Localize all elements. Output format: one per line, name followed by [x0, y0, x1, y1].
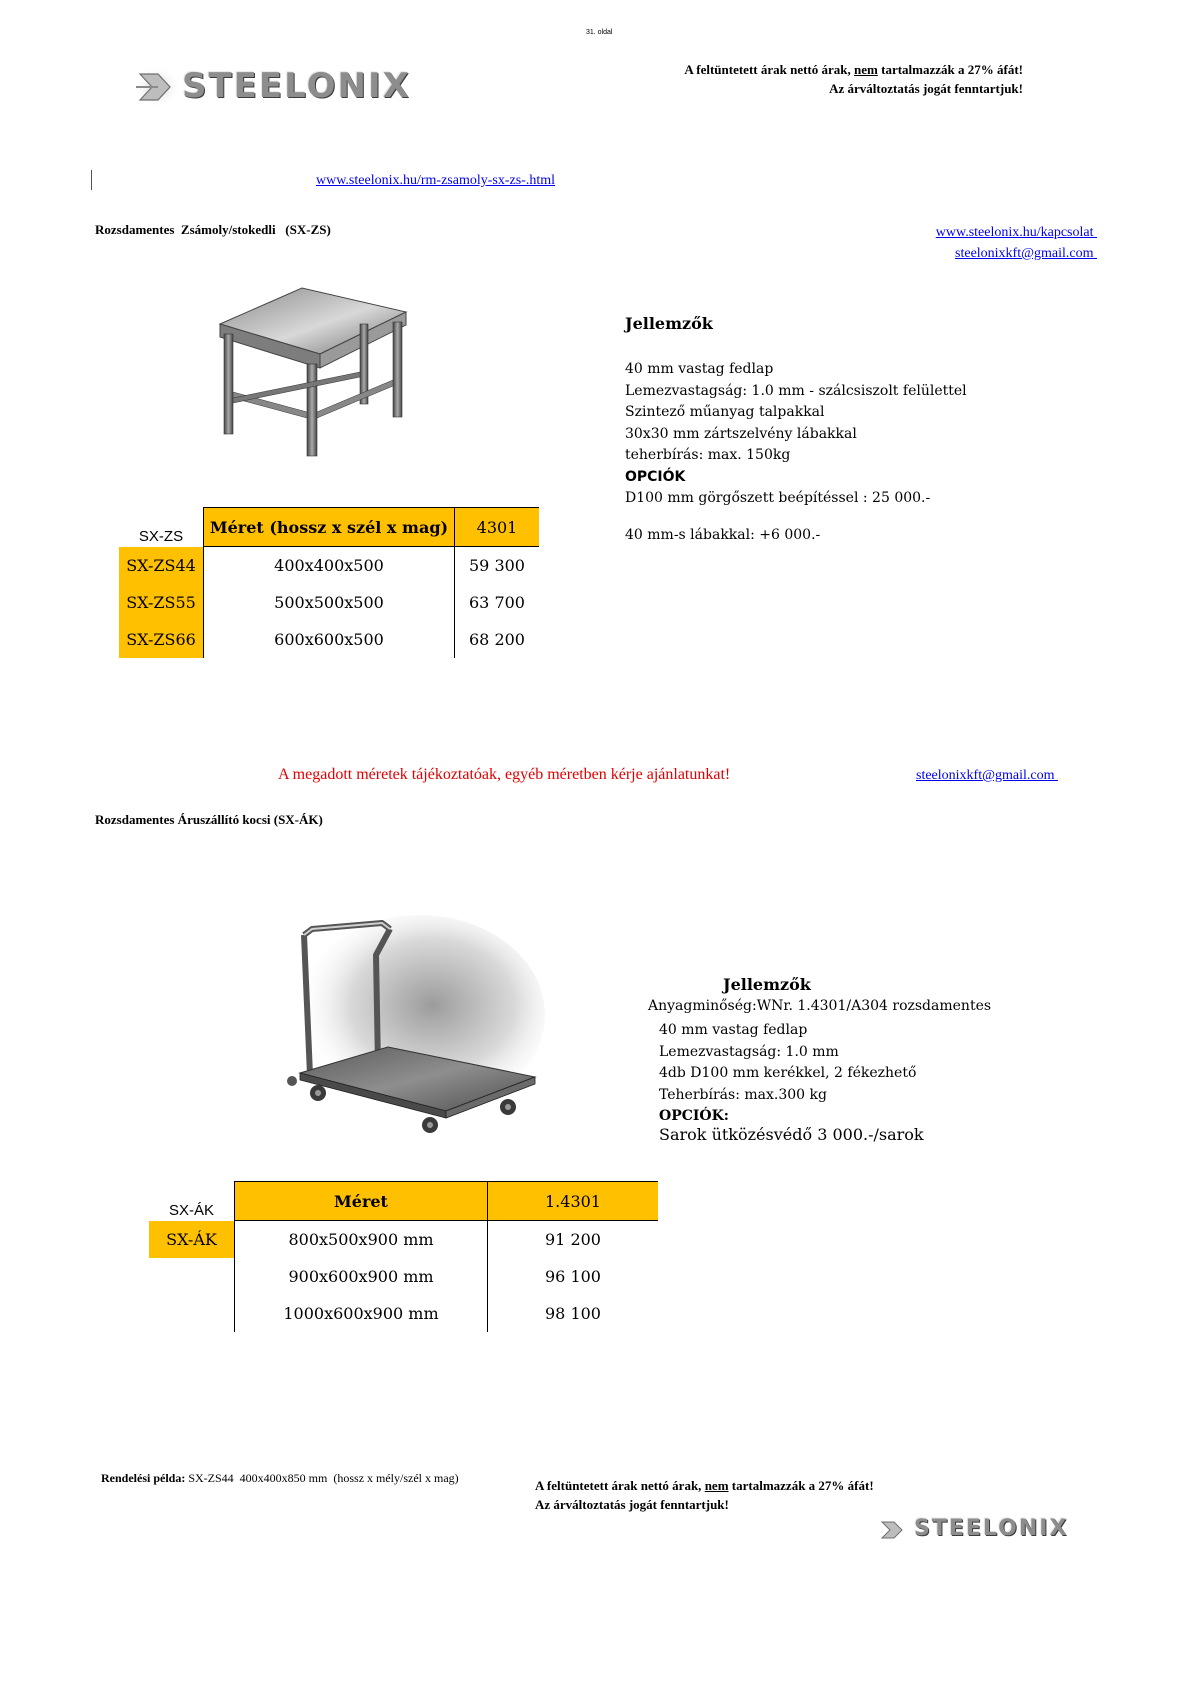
section2-material: Anyagminőség:WNr. 1.4301/A304 rozsdamentes	[648, 998, 992, 1014]
price-notice-top: A feltüntetett árak nettó árak, nem tartalmazzák a 27% áfát! Az árváltoztatás jogát fenntartjuk!	[684, 62, 1023, 96]
product-size: 400x400x500	[204, 547, 455, 585]
contact-email-link[interactable]: steelonixkft@gmail.com	[955, 246, 1097, 261]
feature-item: 40 mm vastag fedlap	[625, 361, 774, 377]
product-price: 96 100	[488, 1258, 659, 1295]
steelonix-logo	[132, 60, 411, 115]
feature-item: Lemezvastagság: 1.0 mm - szálcsiszolt felülettel	[625, 382, 967, 399]
trolley-image	[280, 915, 550, 1135]
product-size: 900x600x900 mm	[235, 1258, 488, 1295]
product-code: SX-ZS66	[119, 621, 204, 658]
feature-item: 40 mm vastag fedlap	[659, 1022, 808, 1038]
price-notice-bottom: A feltüntetett árak nettó árak, nem tartalmazzák a 27% áfát! Az árváltoztatás jogát fenntartjuk!	[535, 1478, 874, 1512]
product-price: 63 700	[455, 584, 540, 621]
product-code: SX-ZS44	[119, 547, 204, 585]
table-row	[149, 1258, 658, 1295]
contact-url-link[interactable]: www.steelonix.hu/kapcsolat	[935, 225, 1097, 240]
table-row	[149, 1295, 658, 1332]
col-header-size: Méret (hossz x szél x mag)	[204, 508, 455, 547]
price-table-sx-zs	[119, 507, 539, 658]
product-size: 500x500x500	[204, 584, 455, 621]
steelonix-logo-bottom	[878, 1512, 1069, 1548]
options-label: OPCIÓK	[625, 468, 686, 485]
feature-item: Szintező műanyag talpakkal	[625, 404, 825, 420]
col-header-price: 1.4301	[488, 1182, 659, 1221]
order-example-text: SX-ZS44 400x400x850 mm (hossz x mély/szél x mag)	[185, 1471, 459, 1485]
stool-image	[210, 282, 420, 462]
section2-features	[659, 1020, 916, 1128]
table-code-label: SX-ZS	[138, 527, 184, 545]
logo-text: STEELONIX	[182, 66, 411, 106]
order-example	[95, 1456, 459, 1486]
feature-item: 4db D100 mm kerékkel, 2 fékezhető	[659, 1065, 917, 1081]
page-number: 31. oldal	[586, 29, 613, 36]
price-table-sx-ak	[149, 1181, 658, 1332]
order-example-label: Rendelési példa:	[101, 1471, 186, 1485]
product-price: 59 300	[455, 547, 540, 585]
extra-option: 40 mm-s lábakkal: +6 000.-	[625, 527, 821, 543]
contact-links	[936, 221, 1097, 263]
product-code: SX-ZS55	[119, 584, 204, 621]
feature-item: Teherbírás: max.300 kg	[659, 1086, 827, 1103]
product-code: SX-ÁK	[149, 1221, 235, 1259]
product-price: 91 200	[488, 1221, 659, 1259]
section1-title: Rozsdamentes Zsámoly/stokedli (SX-ZS)	[95, 222, 331, 237]
feature-item: Lemezvastagság: 1.0 mm	[659, 1043, 839, 1060]
table-row	[119, 547, 539, 585]
option-item: D100 mm görgőszett beépítéssel : 25 000.-	[625, 490, 931, 506]
table-code-label: SX-ÁK	[168, 1201, 214, 1219]
note-email-link[interactable]: steelonixkft@gmail.com	[916, 768, 1058, 783]
table-row	[149, 1221, 658, 1259]
table-row	[119, 621, 539, 658]
feature-item: teherbírás: max. 150kg	[625, 447, 791, 463]
product-price: 98 100	[488, 1295, 659, 1332]
feature-item: 30x30 mm zártszelvény lábakkal	[625, 425, 857, 442]
product-size: 600x600x500	[204, 621, 455, 658]
logo-text: STEELONIX	[914, 1516, 1069, 1541]
product-url-link[interactable]: www.steelonix.hu/rm-zsamoly-sx-zs-.html	[316, 173, 555, 188]
size-info-note: A megadott méretek tájékoztatóak, egyéb méretben kérje ajánlatunkat!	[278, 766, 731, 783]
options-label: OPCIÓK:	[659, 1108, 729, 1124]
section1-features	[625, 359, 967, 510]
col-header-size: Méret	[235, 1182, 488, 1221]
text-cursor	[91, 170, 92, 190]
col-header-price: 4301	[455, 508, 540, 547]
section2-title: Rozsdamentes Áruszállító kocsi (SX-ÁK)	[95, 812, 323, 827]
section1-features-title: Jellemzők	[625, 314, 713, 333]
product-size: 1000x600x900 mm	[235, 1295, 488, 1332]
table-row	[119, 584, 539, 621]
product-price: 68 200	[455, 621, 540, 658]
section2-option: Sarok ütközésvédő 3 000.-/sarok	[659, 1125, 924, 1144]
product-size: 800x500x900 mm	[235, 1221, 488, 1259]
section2-features-title: Jellemzők	[723, 975, 811, 994]
